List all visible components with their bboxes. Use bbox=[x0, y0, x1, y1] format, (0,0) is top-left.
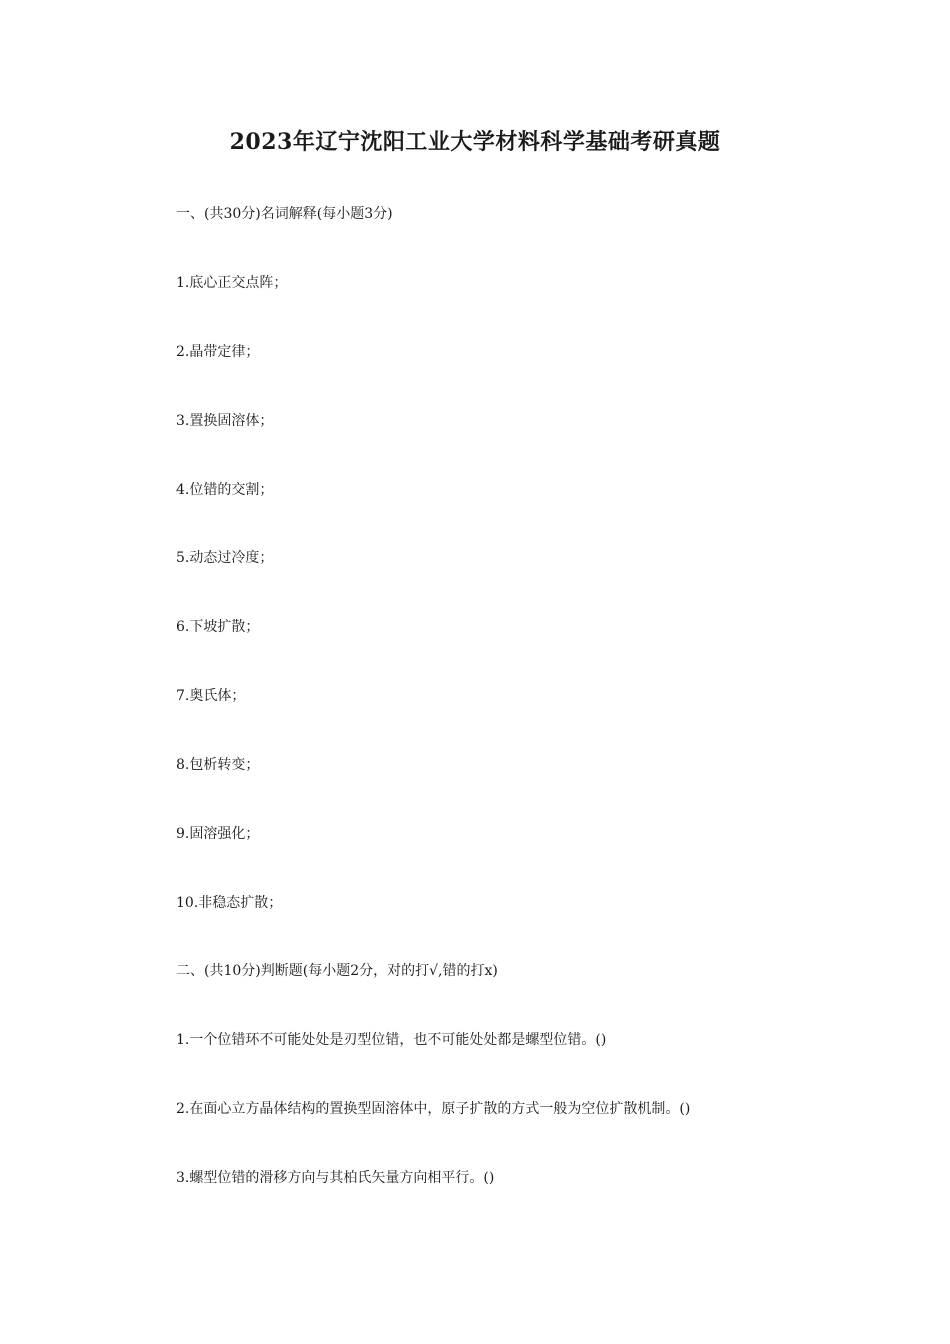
section1-item-10: 10.非稳态扩散； bbox=[176, 895, 283, 911]
section1-item-2: 2.晶带定律； bbox=[176, 344, 260, 360]
section1-item-1: 1.底心正交点阵； bbox=[176, 275, 288, 291]
section1-item-5: 5.动态过冷度； bbox=[176, 550, 274, 566]
section1-item-4: 4.位错的交割； bbox=[176, 482, 274, 498]
section1-heading: 一、(共30分)名词解释(每小题3分) bbox=[176, 206, 393, 222]
section2-item-2: 2.在面心立方晶体结构的置换型固溶体中，原子扩散的方式一般为空位扩散机制。() bbox=[176, 1101, 691, 1117]
section2-heading: 二、(共10分)判断题(每小题2分，对的打√,错的打x) bbox=[176, 963, 498, 979]
section1-item-7: 7.奥氏体； bbox=[176, 688, 246, 704]
section1-item-3: 3.置换固溶体； bbox=[176, 413, 274, 429]
section1-item-8: 8.包析转变； bbox=[176, 757, 260, 773]
section1-item-6: 6.下坡扩散； bbox=[176, 619, 260, 635]
section2-item-3: 3.螺型位错的滑移方向与其柏氏矢量方向相平行。() bbox=[176, 1170, 495, 1186]
document-title: 2023年辽宁沈阳工业大学材料科学基础考研真题 bbox=[229, 129, 721, 155]
section2-item-1: 1.一个位错环不可能处处是刃型位错，也不可能处处都是螺型位错。() bbox=[176, 1032, 607, 1048]
section1-item-9: 9.固溶强化； bbox=[176, 826, 260, 842]
